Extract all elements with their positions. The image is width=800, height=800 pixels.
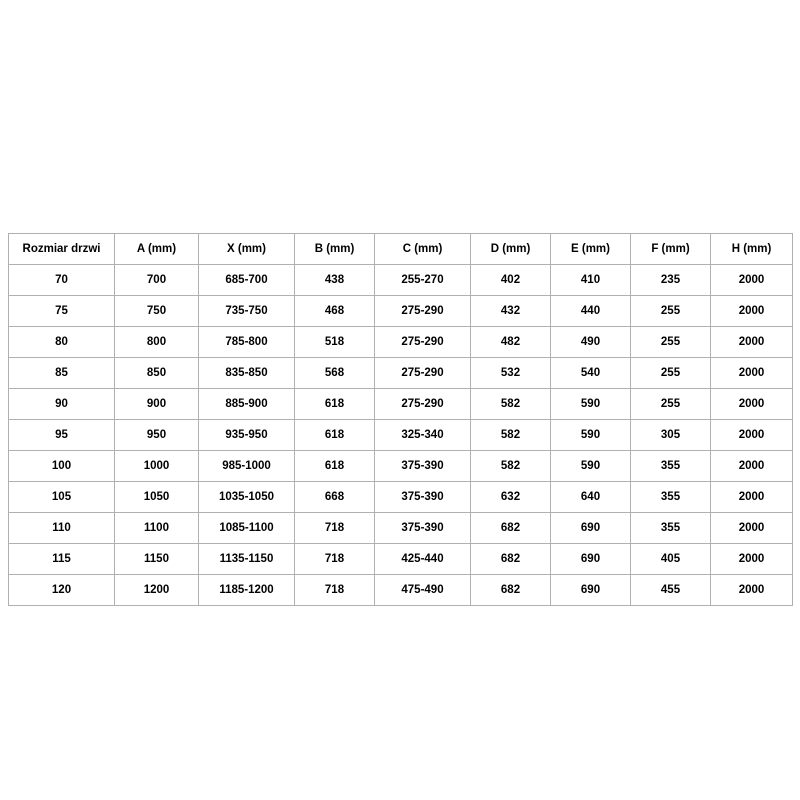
column-header-e: E (mm) xyxy=(551,234,631,265)
cell-h: 2000 xyxy=(711,327,793,358)
table-row xyxy=(9,389,793,420)
table-row xyxy=(9,327,793,358)
cell-a: 1200 xyxy=(115,575,199,606)
cell-e: 490 xyxy=(551,327,631,358)
cell-e: 690 xyxy=(551,513,631,544)
cell-b: 668 xyxy=(295,482,375,513)
cell-e: 590 xyxy=(551,451,631,482)
cell-size: 80 xyxy=(9,327,115,358)
cell-b: 468 xyxy=(295,296,375,327)
cell-a: 700 xyxy=(115,265,199,296)
cell-x: 1185-1200 xyxy=(199,575,295,606)
cell-x: 885-900 xyxy=(199,389,295,420)
specification-table-container xyxy=(8,233,792,606)
cell-a: 900 xyxy=(115,389,199,420)
table-header-row xyxy=(9,234,793,265)
cell-c: 425-440 xyxy=(375,544,471,575)
cell-h: 2000 xyxy=(711,451,793,482)
cell-d: 532 xyxy=(471,358,551,389)
cell-d: 682 xyxy=(471,544,551,575)
cell-e: 540 xyxy=(551,358,631,389)
table-row xyxy=(9,296,793,327)
cell-a: 850 xyxy=(115,358,199,389)
cell-d: 482 xyxy=(471,327,551,358)
cell-f: 255 xyxy=(631,327,711,358)
cell-b: 618 xyxy=(295,420,375,451)
cell-c: 375-390 xyxy=(375,451,471,482)
cell-e: 590 xyxy=(551,420,631,451)
cell-d: 682 xyxy=(471,513,551,544)
table-row xyxy=(9,575,793,606)
cell-size: 100 xyxy=(9,451,115,482)
cell-c: 375-390 xyxy=(375,482,471,513)
cell-b: 568 xyxy=(295,358,375,389)
cell-b: 718 xyxy=(295,544,375,575)
cell-d: 632 xyxy=(471,482,551,513)
cell-h: 2000 xyxy=(711,544,793,575)
cell-x: 835-850 xyxy=(199,358,295,389)
cell-c: 275-290 xyxy=(375,358,471,389)
table-body xyxy=(9,265,793,606)
cell-f: 255 xyxy=(631,296,711,327)
table-row xyxy=(9,358,793,389)
cell-b: 718 xyxy=(295,513,375,544)
cell-h: 2000 xyxy=(711,420,793,451)
table-row xyxy=(9,420,793,451)
cell-size: 120 xyxy=(9,575,115,606)
cell-size: 70 xyxy=(9,265,115,296)
table-row xyxy=(9,265,793,296)
cell-h: 2000 xyxy=(711,482,793,513)
column-header-rozmiar-drzwi: Rozmiar drzwi xyxy=(9,234,115,265)
cell-a: 950 xyxy=(115,420,199,451)
cell-d: 582 xyxy=(471,420,551,451)
cell-c: 275-290 xyxy=(375,327,471,358)
cell-e: 440 xyxy=(551,296,631,327)
cell-e: 640 xyxy=(551,482,631,513)
cell-e: 590 xyxy=(551,389,631,420)
cell-b: 618 xyxy=(295,389,375,420)
cell-c: 375-390 xyxy=(375,513,471,544)
cell-f: 255 xyxy=(631,358,711,389)
cell-f: 455 xyxy=(631,575,711,606)
cell-c: 275-290 xyxy=(375,389,471,420)
cell-c: 325-340 xyxy=(375,420,471,451)
cell-h: 2000 xyxy=(711,575,793,606)
cell-d: 432 xyxy=(471,296,551,327)
cell-e: 690 xyxy=(551,544,631,575)
cell-x: 935-950 xyxy=(199,420,295,451)
cell-size: 75 xyxy=(9,296,115,327)
cell-f: 305 xyxy=(631,420,711,451)
table-row xyxy=(9,451,793,482)
cell-f: 355 xyxy=(631,451,711,482)
cell-x: 685-700 xyxy=(199,265,295,296)
cell-x: 985-1000 xyxy=(199,451,295,482)
table-header xyxy=(9,234,793,265)
cell-size: 110 xyxy=(9,513,115,544)
cell-a: 750 xyxy=(115,296,199,327)
cell-a: 1000 xyxy=(115,451,199,482)
column-header-a: A (mm) xyxy=(115,234,199,265)
cell-b: 518 xyxy=(295,327,375,358)
cell-c: 275-290 xyxy=(375,296,471,327)
cell-f: 255 xyxy=(631,389,711,420)
column-header-c: C (mm) xyxy=(375,234,471,265)
cell-h: 2000 xyxy=(711,296,793,327)
cell-size: 105 xyxy=(9,482,115,513)
cell-x: 1035-1050 xyxy=(199,482,295,513)
column-header-f: F (mm) xyxy=(631,234,711,265)
cell-f: 405 xyxy=(631,544,711,575)
cell-h: 2000 xyxy=(711,513,793,544)
cell-b: 718 xyxy=(295,575,375,606)
cell-c: 475-490 xyxy=(375,575,471,606)
cell-f: 355 xyxy=(631,513,711,544)
cell-h: 2000 xyxy=(711,358,793,389)
cell-a: 1150 xyxy=(115,544,199,575)
cell-f: 235 xyxy=(631,265,711,296)
cell-e: 410 xyxy=(551,265,631,296)
cell-e: 690 xyxy=(551,575,631,606)
cell-h: 2000 xyxy=(711,389,793,420)
cell-a: 1050 xyxy=(115,482,199,513)
cell-c: 255-270 xyxy=(375,265,471,296)
cell-x: 1135-1150 xyxy=(199,544,295,575)
cell-size: 115 xyxy=(9,544,115,575)
cell-a: 1100 xyxy=(115,513,199,544)
cell-a: 800 xyxy=(115,327,199,358)
table-row xyxy=(9,482,793,513)
cell-d: 402 xyxy=(471,265,551,296)
cell-d: 682 xyxy=(471,575,551,606)
cell-d: 582 xyxy=(471,389,551,420)
cell-b: 618 xyxy=(295,451,375,482)
table-row xyxy=(9,544,793,575)
cell-x: 785-800 xyxy=(199,327,295,358)
column-header-d: D (mm) xyxy=(471,234,551,265)
cell-f: 355 xyxy=(631,482,711,513)
cell-x: 1085-1100 xyxy=(199,513,295,544)
table-row xyxy=(9,513,793,544)
cell-h: 2000 xyxy=(711,265,793,296)
cell-size: 95 xyxy=(9,420,115,451)
cell-x: 735-750 xyxy=(199,296,295,327)
column-header-h: H (mm) xyxy=(711,234,793,265)
cell-b: 438 xyxy=(295,265,375,296)
cell-size: 90 xyxy=(9,389,115,420)
cell-d: 582 xyxy=(471,451,551,482)
cell-size: 85 xyxy=(9,358,115,389)
door-size-specification-table xyxy=(8,233,793,606)
column-header-b: B (mm) xyxy=(295,234,375,265)
column-header-x: X (mm) xyxy=(199,234,295,265)
